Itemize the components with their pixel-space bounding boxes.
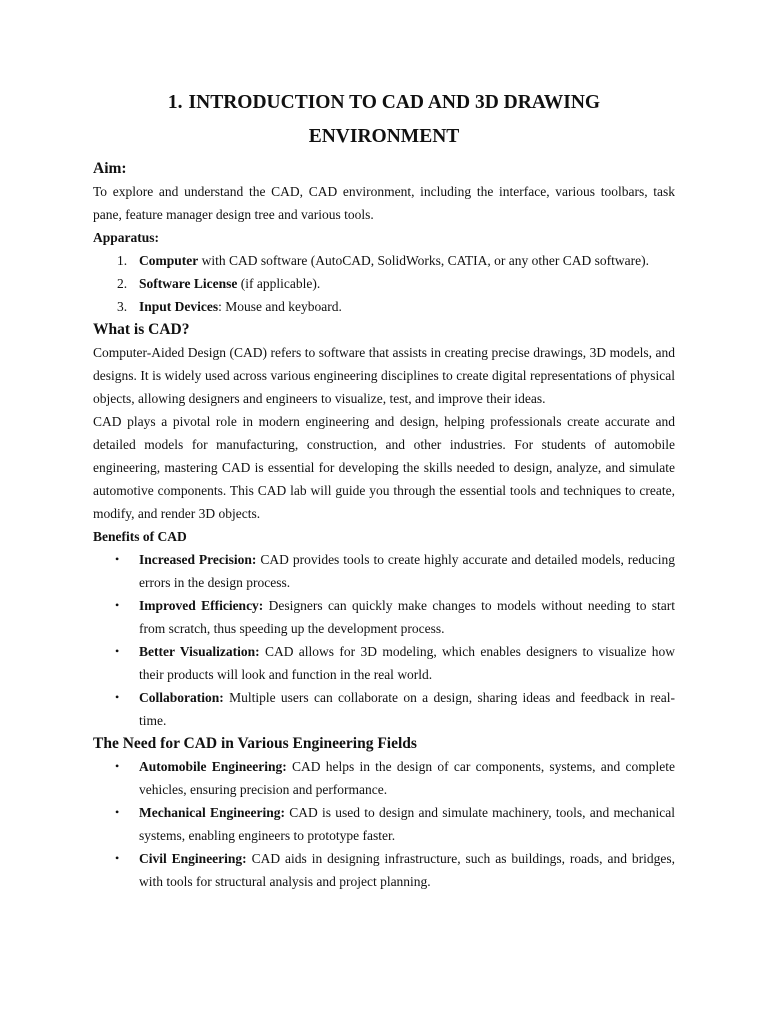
aim-heading: Aim: bbox=[93, 160, 127, 177]
field-text: CAD is used to design and simulate machinery, tools, and mechanical systems, enabling engineers to prototype faster. bbox=[139, 805, 675, 843]
what-is-cad-heading: What is CAD? bbox=[93, 321, 190, 338]
benefit-item bbox=[93, 548, 675, 594]
benefit-term: Collaboration: bbox=[139, 690, 224, 705]
title-line-2: ENVIRONMENT bbox=[308, 126, 460, 147]
apparatus-item bbox=[93, 295, 675, 318]
page-title bbox=[93, 86, 675, 154]
what-is-cad-paragraph-1: Computer-Aided Design (CAD) refers to software that assists in creating precise drawings, 3D models, and designs. It is widely used across various engineering disciplines to create digital representations of physical objects, allowing designers and engineers to visualize, test, and improve their ideas. bbox=[93, 345, 675, 406]
aim-text: To explore and understand the CAD, CAD environment, including the interface, various toolbars, task pane, feature manager design tree and various tools. bbox=[93, 184, 675, 222]
benefit-item bbox=[93, 686, 675, 732]
apparatus-term: Input Devices bbox=[139, 299, 219, 314]
field-text: CAD aids in designing infrastructure, such as buildings, roads, and bridges, with tools for structural analysis and project planning. bbox=[139, 851, 675, 889]
bullet-icon: • bbox=[115, 759, 120, 773]
field-term: Civil Engineering: bbox=[139, 851, 247, 866]
benefits-heading: Benefits of CAD bbox=[93, 529, 187, 544]
apparatus-item bbox=[93, 249, 675, 272]
need-for-cad-heading: The Need for CAD in Various Engineering Fields bbox=[93, 735, 417, 752]
field-item bbox=[93, 801, 675, 847]
need-for-cad-list bbox=[93, 755, 675, 893]
apparatus-term: Computer bbox=[139, 253, 199, 268]
apparatus-text: (if applicable). bbox=[237, 276, 321, 291]
benefit-term: Improved Efficiency: bbox=[139, 598, 264, 613]
field-item bbox=[93, 755, 675, 801]
bullet-icon: • bbox=[115, 851, 120, 865]
apparatus-term: Software License bbox=[139, 276, 238, 291]
field-term: Automobile Engineering: bbox=[139, 759, 287, 774]
benefit-text: CAD provides tools to create highly accurate and detailed models, reducing errors in the design process. bbox=[139, 552, 676, 590]
bullet-icon: • bbox=[115, 805, 120, 819]
benefit-item bbox=[93, 640, 675, 686]
list-number: 1. bbox=[117, 253, 128, 268]
benefit-term: Better Visualization: bbox=[139, 644, 260, 659]
apparatus-text: with CAD software (AutoCAD, SolidWorks, CATIA, or any other CAD software). bbox=[198, 253, 649, 268]
apparatus-list bbox=[93, 249, 675, 318]
bullet-icon: • bbox=[115, 690, 120, 704]
apparatus-item bbox=[93, 272, 675, 295]
what-is-cad-paragraph-2: CAD plays a pivotal role in modern engineering and design, helping professionals create accurate and detailed models for manufacturing, construction, and other industries. For students of automobile engineering, mastering CAD is essential for developing the skills needed to design, analyze, and simulate automotive components. This CAD lab will guide you through the essential tools and techniques to create, modify, and render 3D objects. bbox=[93, 414, 675, 521]
bullet-icon: • bbox=[115, 644, 120, 658]
list-number: 2. bbox=[117, 276, 128, 291]
title-line-1: INTRODUCTION TO CAD AND 3D DRAWING bbox=[188, 92, 601, 113]
benefit-term: Increased Precision: bbox=[139, 552, 257, 567]
title-number: 1. bbox=[167, 92, 183, 113]
apparatus-heading: Apparatus: bbox=[93, 230, 160, 245]
benefit-text: Multiple users can collaborate on a design, sharing ideas and feedback in real-time. bbox=[139, 690, 675, 728]
field-text: CAD helps in the design of car components, systems, and complete vehicles, ensuring precision and performance. bbox=[139, 759, 675, 797]
benefit-text: Designers can quickly make changes to models without needing to start from scratch, thus speeding up the development process. bbox=[139, 598, 676, 636]
field-term: Mechanical Engineering: bbox=[139, 805, 285, 820]
page-content bbox=[93, 86, 675, 893]
benefits-list bbox=[93, 548, 675, 732]
benefit-text: CAD allows for 3D modeling, which enables designers to visualize how their products will look and function in the real world. bbox=[139, 644, 675, 682]
apparatus-text: : Mouse and keyboard. bbox=[218, 299, 342, 314]
field-item bbox=[93, 847, 675, 893]
bullet-icon: • bbox=[115, 598, 120, 612]
list-number: 3. bbox=[117, 299, 128, 314]
benefit-item bbox=[93, 594, 675, 640]
bullet-icon: • bbox=[115, 552, 120, 566]
